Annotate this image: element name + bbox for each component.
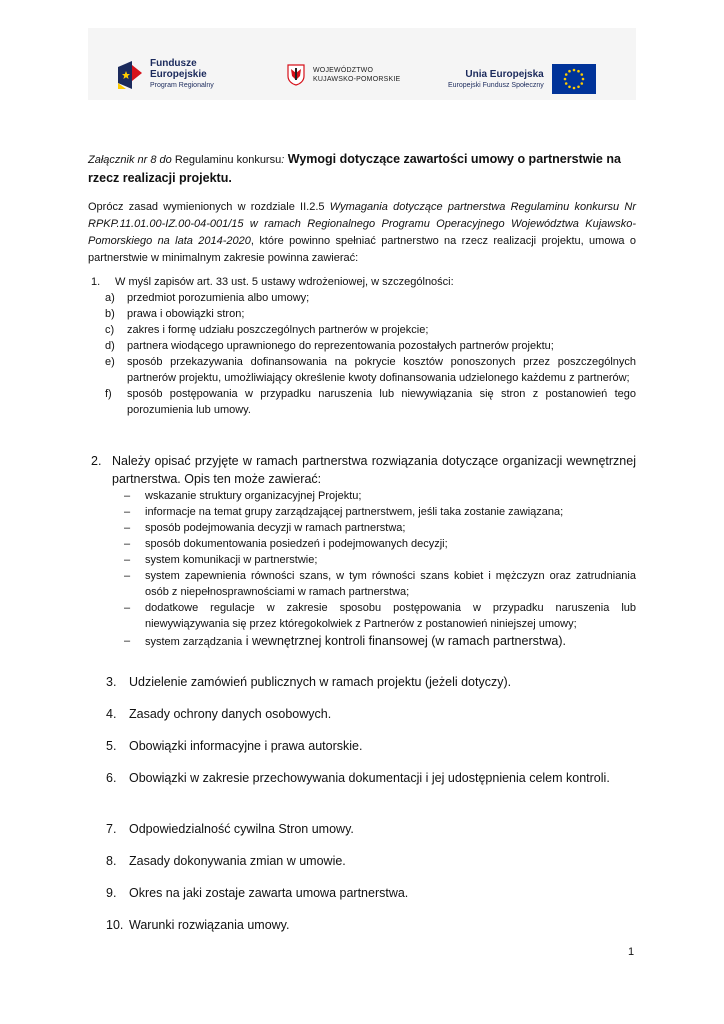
title-label-regular: Regulaminu konkursu	[171, 154, 282, 166]
item2-bullets	[88, 488, 636, 651]
kp-line1: WOJEWÓDZTWO	[313, 67, 374, 74]
bullet-item: – system zapewnienia równości szans, w tym równości szans kobiet i mężczyzn oraz zatrudniania osób z niepełnosprawnościami w ramach partnerstwa;	[124, 570, 636, 598]
fe-star-icon	[118, 61, 144, 89]
list-item-1	[88, 274, 636, 418]
eu-flag-icon	[552, 64, 596, 94]
intro-part1: Oprócz zasad wymienionych w rozdziale II.2.5	[88, 201, 330, 213]
page-number: 1	[628, 946, 635, 958]
fe-line3: Program Regionalny	[150, 82, 214, 89]
bullet-item: – sposób podejmowania decyzji w ramach partnerstwa;	[124, 522, 406, 534]
bullet-item: – informacje na temat grupy zarządzającej partnerstwem, jeśli taka zostanie zawiązana;	[124, 506, 564, 518]
item1-num: 1.	[91, 276, 101, 288]
title-main: Wymogi dotyczące zawartości umowy o partnerstwie na rzecz realizacji projektu.	[88, 152, 621, 185]
sublist-item: a) przedmiot porozumienia albo umowy;	[105, 292, 310, 304]
item1-sublist	[88, 290, 636, 418]
list-item-6: 6. Obowiązki w zakresie przechowywania dokumentacji i jej udostępnienia celem kontroli.	[106, 771, 610, 785]
coat-of-arms-icon	[287, 64, 305, 86]
bullet-item: – wskazanie struktury organizacyjnej Projektu;	[124, 490, 362, 502]
title-colon: :	[281, 154, 285, 166]
item2-text: Należy opisać przyjęte w ramach partnerstwa rozwiązania dotyczące organizacji wewnętrznej partnerstwa. Opis ten może zawierać:	[112, 454, 636, 486]
kujawsko-pomorskie-logo	[287, 64, 400, 86]
list-item-9: 9. Okres na jaki zostaje zawarta umowa partnerstwa.	[106, 886, 409, 900]
list-item-3: 3. Udzielenie zamówień publicznych w ramach projektu (jeżeli dotyczy).	[106, 675, 512, 689]
fe-line1: Fundusze	[150, 58, 197, 69]
intro-italic: Wymagania dotyczące partnerstwa Regulaminu konkursu Nr RPKP.11.01.00-IZ.00-04-001/15 w ramach Regionalnego Programu Operacyjnego Województwa Kujawsko-Pomorskiego na lata 2014-2020	[88, 201, 636, 247]
intro-paragraph	[88, 199, 636, 267]
bullet-item: – system zarządzania i wewnętrznej kontroli finansowej (w ramach partnerstwa).	[124, 634, 566, 648]
item1-text: W myśl zapisów art. 33 ust. 5 ustawy wdrożeniowej, w szczególności:	[115, 276, 454, 288]
list-item-2	[88, 452, 636, 651]
title-label-italic: Załącznik nr 8 do	[88, 154, 172, 166]
fundusze-europejskie-logo	[118, 58, 214, 91]
bullet-item: – dodatkowe regulacje w zakresie sposobu postępowania w przypadku naruszenia lub niewywiązywania się przez któregokolwiek z Partnerów z postanowień niniejszej umowy;	[124, 602, 636, 630]
document-title	[88, 150, 638, 187]
item2-num: 2.	[91, 454, 102, 468]
kp-line2: KUJAWSKO-POMORSKIE	[313, 76, 401, 83]
list-item-10: 10. Warunki rozwiązania umowy.	[106, 918, 290, 932]
ue-line1: Unia Europejska	[465, 68, 544, 80]
list-item-7: 7. Odpowiedzialność cywilna Stron umowy.	[106, 822, 354, 836]
sublist-item: f) sposób postępowania w przypadku naruszenia lub niewywiązania się stron z postanowień tego porozumienia lub umowy.	[105, 388, 636, 416]
sublist-item: c) zakres i formę udziału poszczególnych partnerów w projekcie;	[105, 324, 429, 336]
sublist-item: d) partnera wiodącego uprawnionego do reprezentowania pozostałych partnerów projektu;	[105, 340, 554, 352]
ue-line2: Europejski Fundusz Społeczny	[448, 81, 544, 89]
unia-europejska-logo	[448, 64, 596, 94]
intro-part2: , które powinno spełniać partnerstwo na rzecz realizacji projektu, umowa o partnerstwie w minimalnym zakresie powinna zawierać:	[88, 235, 636, 264]
bullet-item: – system komunikacji w partnerstwie;	[124, 554, 318, 566]
list-item-4: 4. Zasady ochrony danych osobowych.	[106, 707, 332, 721]
bullet-item: – sposób dokumentowania posiedzeń i podejmowanych decyzji;	[124, 538, 448, 550]
sublist-item: b) prawa i obowiązki stron;	[105, 308, 245, 320]
list-item-5: 5. Obowiązki informacyjne i prawa autorskie.	[106, 739, 363, 753]
list-item-8: 8. Zasady dokonywania zmian w umowie.	[106, 854, 346, 868]
sublist-item: e) sposób przekazywania dofinansowania na pokrycie kosztów ponoszonych przez poszczególnych partnerów projektu, umożliwiający określenie kwoty dofinansowania udzielonego każdemu z partnerów;	[105, 356, 636, 384]
fe-line2: Europejskie	[150, 69, 207, 80]
